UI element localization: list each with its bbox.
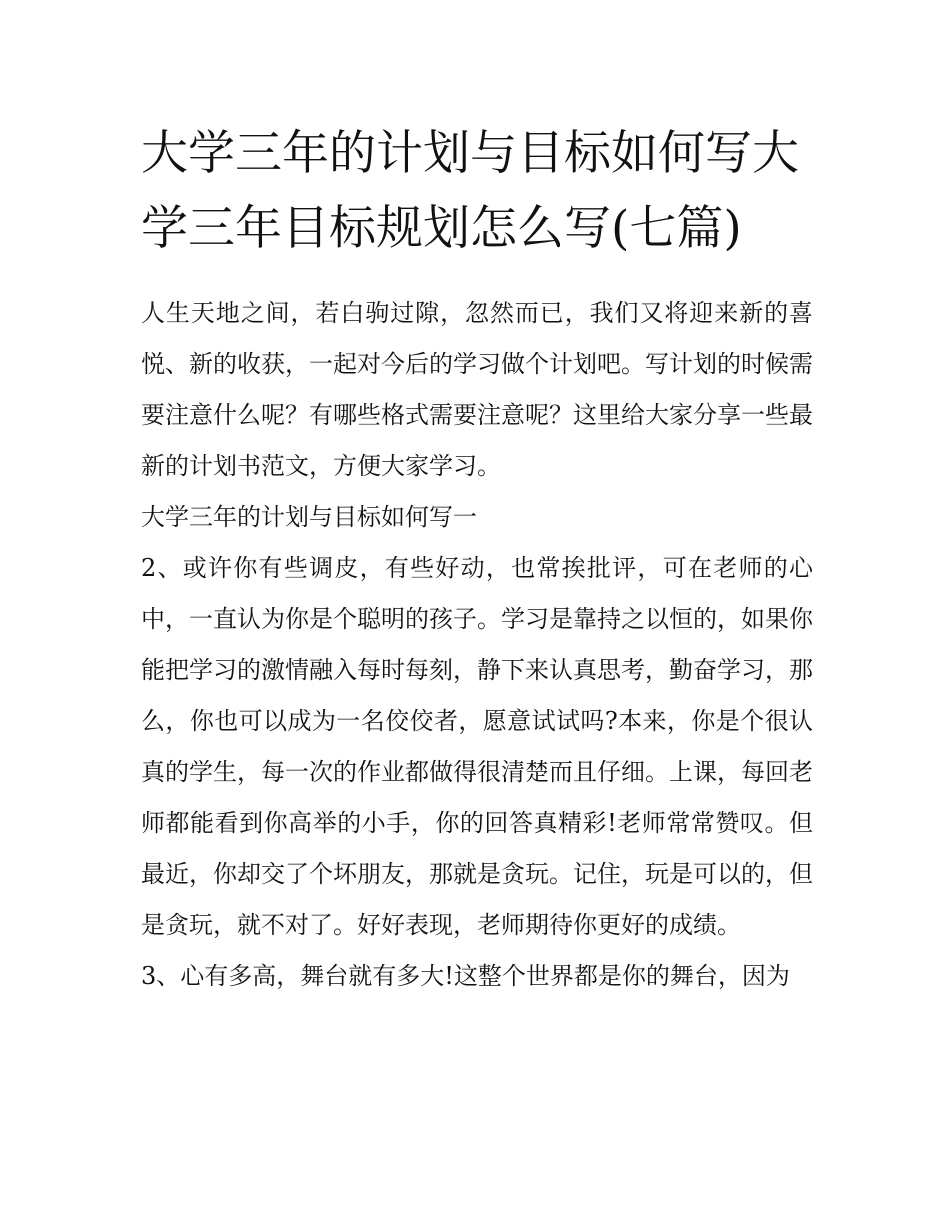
intro-paragraph: 人生天地之间，若白驹过隙，忽然而已，我们又将迎来新的喜悦、新的收获，一起对今后的学习做个计划吧。写计划的时候需要注意什么呢？有哪些格式需要注意呢？这里给大家分享一些最新的计划书范文，方便大家学习。: [141, 299, 813, 480]
body-paragraph-1: 2、或许你有些调皮，有些好动，也常挨批评，可在老师的心中，一直认为你是个聪明的孩子。学习是靠持之以恒的，如果你能把学习的激情融入每时每刻，静下来认真思考，勤奋学习，那么，你也可以成为一名佼佼者，愿意试试吗?本来，你是个很认真的学生，每一次的作业都做得很清楚而且仔细。上课，每回老师都能看到你高举的小手，你的回答真精彩!老师常常赞叹。但最近，你却交了个坏朋友，那就是贪玩。记住，玩是可以的，但是贪玩，就不对了。好好表现，老师期待你更好的成绩。: [141, 554, 813, 939]
document-page: [141, 116, 813, 1002]
document-title: 大学三年的计划与目标如何写大学三年目标规划怎么写(七篇): [141, 126, 799, 256]
body-paragraph-2: 3、心有多高，舞台就有多大!这整个世界都是你的舞台，因为: [141, 962, 790, 990]
section-heading: 大学三年的计划与目标如何写一: [141, 503, 477, 531]
